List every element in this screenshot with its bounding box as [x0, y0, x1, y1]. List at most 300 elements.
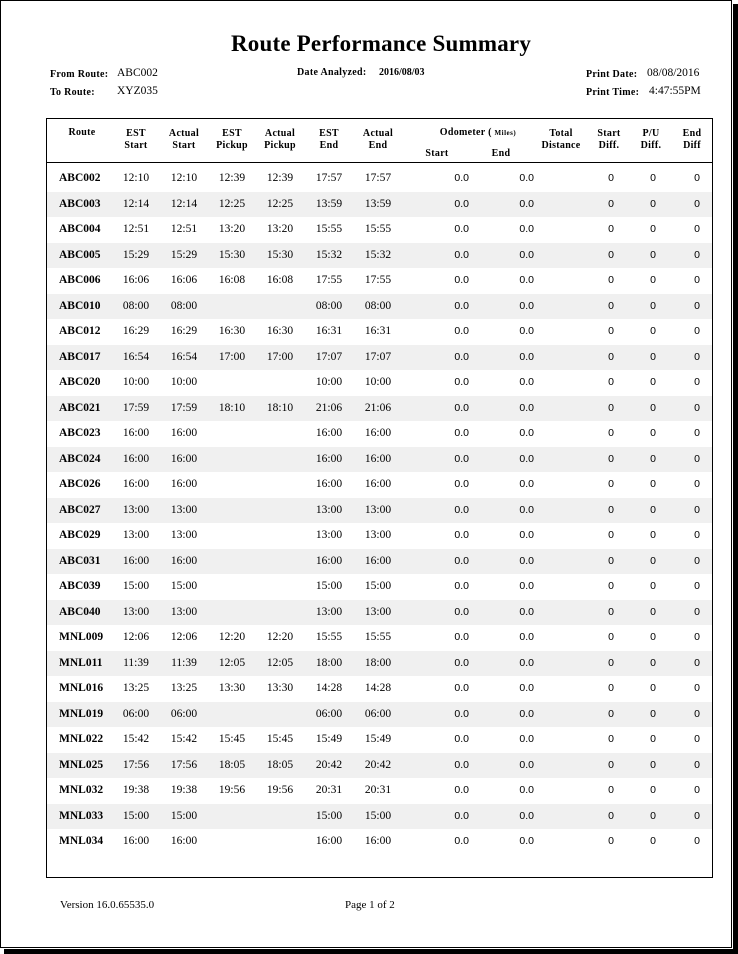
pu-diff: 0 [650, 401, 656, 414]
end-diff: 0 [694, 197, 700, 210]
est-end: 08:00 [315, 299, 343, 312]
header-odometer-start: Start [425, 148, 449, 159]
est-start: 12:06 [122, 631, 150, 643]
actual-start: 16:00 [170, 554, 198, 567]
est-end: 15:49 [315, 733, 343, 745]
est-start: 13:00 [122, 529, 150, 541]
est-end: 17:57 [315, 172, 343, 184]
end-diff: 0 [694, 376, 700, 388]
est-pickup: 19:56 [218, 784, 246, 796]
est-end: 15:00 [315, 580, 343, 592]
start-diff: 0 [608, 274, 614, 286]
actual-end: 08:00 [364, 299, 392, 312]
odometer-end: 0.0 [519, 835, 534, 847]
route-id: ABC012 [59, 325, 101, 337]
odometer-end: 0.0 [519, 707, 534, 720]
actual-start: 16:29 [170, 325, 198, 337]
actual-pickup: 12:20 [266, 631, 294, 643]
actual-end: 15:00 [364, 580, 392, 592]
end-diff: 0 [694, 299, 700, 312]
odometer-end: 0.0 [519, 682, 534, 694]
header-actual-start: Actual Start [168, 128, 200, 151]
to-route-label: To Route: [50, 87, 95, 98]
actual-pickup: 16:08 [266, 274, 294, 286]
route-id: MNL009 [59, 631, 104, 643]
table-row [47, 523, 712, 549]
odometer-end: 0.0 [519, 427, 534, 439]
start-diff: 0 [608, 325, 614, 337]
actual-end: 20:31 [364, 784, 392, 796]
actual-start: 08:00 [170, 299, 198, 312]
actual-pickup: 18:05 [266, 758, 294, 771]
odometer-start: 0.0 [454, 682, 469, 694]
pu-diff: 0 [650, 274, 656, 286]
route-id: ABC010 [59, 299, 101, 312]
odometer-end: 0.0 [519, 554, 534, 567]
page-shadow-right [733, 4, 738, 954]
est-pickup: 18:10 [218, 401, 246, 414]
odometer-end: 0.0 [519, 580, 534, 592]
pu-diff: 0 [650, 172, 656, 184]
est-start: 11:39 [123, 656, 149, 669]
from-route-label: From Route: [50, 69, 109, 80]
route-id: MNL022 [59, 733, 104, 745]
pu-diff: 0 [650, 682, 656, 694]
route-id: MNL019 [59, 707, 104, 720]
actual-pickup: 15:45 [266, 733, 294, 745]
table-row [47, 294, 712, 320]
actual-end: 16:00 [364, 478, 392, 490]
odometer-end: 0.0 [519, 478, 534, 490]
est-start: 17:59 [122, 401, 150, 414]
start-diff: 0 [608, 631, 614, 643]
actual-pickup: 13:30 [266, 682, 294, 694]
actual-end: 15:49 [364, 733, 392, 745]
est-start: 06:00 [122, 707, 150, 720]
actual-start: 15:42 [170, 733, 198, 745]
odometer-end: 0.0 [519, 784, 534, 796]
actual-pickup: 12:05 [266, 656, 294, 669]
pu-diff: 0 [650, 835, 656, 847]
pu-diff: 0 [650, 478, 656, 490]
start-diff: 0 [608, 401, 614, 414]
actual-start: 11:39 [171, 656, 197, 669]
pu-diff: 0 [650, 248, 656, 261]
route-id: ABC021 [59, 401, 101, 414]
est-end: 10:00 [315, 376, 343, 388]
start-diff: 0 [608, 605, 614, 618]
actual-start: 15:29 [170, 248, 198, 261]
est-end: 13:00 [315, 605, 343, 618]
header-total-distance: Total Distance [541, 128, 581, 151]
page-shadow-bottom [4, 949, 738, 954]
to-route-value: XYZ035 [117, 85, 158, 97]
table-row [47, 600, 712, 626]
route-id: ABC017 [59, 350, 101, 363]
header-est-start: EST Start [124, 128, 148, 151]
end-diff: 0 [694, 401, 700, 414]
end-diff: 0 [694, 707, 700, 720]
actual-start: 16:00 [170, 427, 198, 439]
report-title: Route Performance Summary [230, 31, 532, 56]
est-start: 16:00 [122, 478, 150, 490]
route-id: MNL032 [59, 784, 104, 796]
pu-diff: 0 [650, 529, 656, 541]
start-diff: 0 [608, 707, 614, 720]
odometer-end: 0.0 [519, 809, 534, 822]
end-diff: 0 [694, 784, 700, 796]
date-analyzed-value: 2016/08/03 [379, 67, 425, 78]
odometer-end: 0.0 [519, 274, 534, 286]
header-pu-diff: P/U Diff. [640, 128, 662, 151]
odometer-start: 0.0 [454, 376, 469, 388]
start-diff: 0 [608, 758, 614, 771]
actual-start: 16:00 [170, 835, 198, 847]
pu-diff: 0 [650, 299, 656, 312]
actual-end: 17:57 [364, 172, 392, 184]
table-row [47, 753, 712, 779]
est-start: 10:00 [122, 376, 150, 388]
end-diff: 0 [694, 172, 700, 184]
start-diff: 0 [608, 478, 614, 490]
route-id: ABC005 [59, 248, 101, 261]
header-start-diff: Start Diff. [597, 128, 621, 151]
table-row [47, 702, 712, 728]
page-number: Page 1 of 2 [345, 899, 395, 911]
actual-start: 15:00 [170, 809, 198, 822]
actual-end: 16:00 [364, 427, 392, 439]
odometer-start: 0.0 [454, 835, 469, 847]
odometer-start: 0.0 [454, 758, 469, 771]
date-analyzed-label: Date Analyzed: [297, 67, 367, 78]
start-diff: 0 [608, 809, 614, 822]
table-row [47, 319, 712, 345]
actual-end: 14:28 [364, 682, 392, 694]
est-pickup: 13:30 [218, 682, 246, 694]
route-id: ABC024 [59, 452, 101, 465]
start-diff: 0 [608, 452, 614, 465]
route-id: ABC031 [59, 554, 101, 567]
end-diff: 0 [694, 350, 700, 363]
odometer-start: 0.0 [454, 784, 469, 796]
route-id: ABC006 [59, 274, 101, 286]
actual-end: 21:06 [364, 401, 392, 414]
pu-diff: 0 [650, 197, 656, 210]
route-id: ABC023 [59, 427, 101, 439]
est-start: 13:00 [122, 503, 150, 516]
est-start: 15:29 [122, 248, 150, 261]
end-diff: 0 [694, 325, 700, 337]
actual-end: 13:00 [364, 503, 392, 516]
pu-diff: 0 [650, 503, 656, 516]
print-time-value: 4:47:55PM [649, 85, 701, 97]
est-start: 15:00 [122, 580, 150, 592]
version-text: Version 16.0.65535.0 [60, 899, 155, 911]
actual-pickup: 15:30 [266, 248, 294, 261]
odometer-start: 0.0 [454, 350, 469, 363]
est-start: 08:00 [122, 299, 150, 312]
est-start: 16:00 [122, 835, 150, 847]
est-start: 16:00 [122, 554, 150, 567]
odometer-end: 0.0 [519, 529, 534, 541]
actual-end: 13:59 [364, 197, 392, 210]
odometer-start: 0.0 [454, 452, 469, 465]
odometer-start: 0.0 [454, 274, 469, 286]
actual-pickup: 12:39 [266, 172, 294, 184]
table-row [47, 625, 712, 651]
odometer-start: 0.0 [454, 223, 469, 235]
end-diff: 0 [694, 605, 700, 618]
actual-pickup: 12:25 [266, 197, 294, 210]
start-diff: 0 [608, 248, 614, 261]
odometer-start: 0.0 [454, 248, 469, 261]
est-start: 16:00 [122, 452, 150, 465]
est-end: 16:00 [315, 835, 343, 847]
pu-diff: 0 [650, 554, 656, 567]
pu-diff: 0 [650, 784, 656, 796]
est-end: 13:00 [315, 503, 343, 516]
route-id: MNL011 [59, 656, 103, 669]
table-row [47, 447, 712, 473]
est-end: 21:06 [315, 401, 343, 414]
pu-diff: 0 [650, 223, 656, 235]
est-start: 16:00 [122, 427, 150, 439]
header-end-diff: End Diff [682, 128, 702, 151]
est-end: 15:55 [315, 631, 343, 643]
odometer-start: 0.0 [454, 580, 469, 592]
end-diff: 0 [694, 809, 700, 822]
odometer-start: 0.0 [454, 733, 469, 745]
start-diff: 0 [608, 376, 614, 388]
actual-start: 16:54 [170, 350, 198, 363]
pu-diff: 0 [650, 605, 656, 618]
actual-pickup: 16:30 [266, 325, 294, 337]
est-end: 13:59 [315, 197, 343, 210]
est-start: 13:00 [122, 605, 150, 618]
print-date-value: 08/08/2016 [647, 67, 700, 79]
end-diff: 0 [694, 682, 700, 694]
table-row [47, 676, 712, 702]
est-start: 16:29 [122, 325, 150, 337]
header-est-end: EST End [319, 128, 339, 151]
odometer-end: 0.0 [519, 223, 534, 235]
actual-end: 10:00 [364, 376, 392, 388]
route-id: ABC027 [59, 503, 101, 516]
end-diff: 0 [694, 529, 700, 541]
odometer-end: 0.0 [519, 325, 534, 337]
est-end: 17:07 [315, 350, 343, 363]
end-diff: 0 [694, 758, 700, 771]
est-start: 12:51 [122, 223, 150, 235]
actual-start: 17:59 [170, 401, 198, 414]
odometer-end: 0.0 [519, 503, 534, 516]
odometer-start: 0.0 [454, 197, 469, 210]
est-start: 12:14 [122, 197, 150, 210]
actual-end: 15:55 [364, 223, 392, 235]
route-id: ABC029 [59, 529, 101, 541]
actual-start: 13:00 [170, 605, 198, 618]
est-start: 16:06 [122, 274, 150, 286]
table-row [47, 472, 712, 498]
actual-start: 16:00 [170, 478, 198, 490]
start-diff: 0 [608, 503, 614, 516]
start-diff: 0 [608, 580, 614, 592]
odometer-start: 0.0 [454, 554, 469, 567]
actual-end: 13:00 [364, 529, 392, 541]
est-start: 12:10 [122, 172, 150, 184]
est-end: 14:28 [315, 682, 343, 694]
est-start: 19:38 [122, 784, 150, 796]
start-diff: 0 [608, 529, 614, 541]
odometer-end: 0.0 [519, 299, 534, 312]
actual-end: 20:42 [364, 758, 392, 771]
pu-diff: 0 [650, 707, 656, 720]
odometer-start: 0.0 [454, 656, 469, 669]
est-pickup: 12:20 [218, 631, 246, 643]
end-diff: 0 [694, 223, 700, 235]
actual-start: 19:38 [170, 784, 198, 796]
table-row [47, 268, 712, 294]
route-id: ABC040 [59, 605, 101, 618]
odometer-start: 0.0 [454, 299, 469, 312]
end-diff: 0 [694, 478, 700, 490]
start-diff: 0 [608, 172, 614, 184]
route-id: MNL033 [59, 809, 104, 822]
actual-end: 17:07 [364, 350, 392, 363]
end-diff: 0 [694, 503, 700, 516]
actual-start: 13:25 [170, 682, 198, 694]
odometer-end: 0.0 [519, 401, 534, 414]
start-diff: 0 [608, 656, 614, 669]
actual-start: 13:00 [170, 529, 198, 541]
end-diff: 0 [694, 554, 700, 567]
start-diff: 0 [608, 197, 614, 210]
odometer-start: 0.0 [454, 325, 469, 337]
actual-start: 16:00 [170, 452, 198, 465]
start-diff: 0 [608, 835, 614, 847]
route-id: ABC026 [59, 478, 101, 490]
table-row [47, 166, 712, 192]
actual-start: 17:56 [170, 758, 198, 771]
end-diff: 0 [694, 427, 700, 439]
start-diff: 0 [608, 733, 614, 745]
start-diff: 0 [608, 350, 614, 363]
actual-start: 13:00 [170, 503, 198, 516]
table-row [47, 651, 712, 677]
est-end: 16:00 [315, 554, 343, 567]
odometer-end: 0.0 [519, 172, 534, 184]
pu-diff: 0 [650, 325, 656, 337]
est-start: 16:54 [122, 350, 150, 363]
header-odometer: Odometer ( Miles) [439, 127, 517, 138]
table-row [47, 549, 712, 575]
table-row [47, 370, 712, 396]
est-end: 15:00 [315, 809, 343, 822]
route-id: ABC002 [59, 172, 101, 184]
est-end: 16:31 [315, 325, 343, 337]
end-diff: 0 [694, 835, 700, 847]
odometer-end: 0.0 [519, 452, 534, 465]
actual-end: 15:55 [364, 631, 392, 643]
odometer-start: 0.0 [454, 478, 469, 490]
est-start: 13:25 [122, 682, 150, 694]
actual-start: 16:06 [170, 274, 198, 286]
header-est-pickup: EST Pickup [216, 128, 248, 151]
est-end: 15:32 [315, 248, 343, 261]
odometer-start: 0.0 [454, 707, 469, 720]
est-end: 16:00 [315, 427, 343, 439]
actual-start: 10:00 [170, 376, 198, 388]
table-row [47, 243, 712, 269]
pu-diff: 0 [650, 350, 656, 363]
odometer-end: 0.0 [519, 197, 534, 210]
pu-diff: 0 [650, 580, 656, 592]
actual-end: 13:00 [364, 605, 392, 618]
pu-diff: 0 [650, 733, 656, 745]
start-diff: 0 [608, 299, 614, 312]
est-end: 20:31 [315, 784, 343, 796]
est-pickup: 12:05 [218, 656, 246, 669]
table-row [47, 192, 712, 218]
est-pickup: 18:05 [218, 758, 246, 771]
odometer-start: 0.0 [454, 427, 469, 439]
odometer-start: 0.0 [454, 605, 469, 618]
route-id: ABC003 [59, 197, 101, 210]
actual-end: 06:00 [364, 707, 392, 720]
est-pickup: 16:30 [218, 325, 246, 337]
route-id: MNL016 [59, 682, 104, 694]
table-row [47, 421, 712, 447]
table-row [47, 396, 712, 422]
actual-start: 12:14 [170, 197, 198, 210]
odometer-start: 0.0 [454, 631, 469, 643]
table-row [47, 727, 712, 753]
header-actual-pickup: Actual Pickup [264, 128, 296, 151]
odometer-end: 0.0 [519, 631, 534, 643]
actual-end: 15:00 [364, 809, 392, 822]
print-time-label: Print Time: [586, 87, 640, 98]
end-diff: 0 [694, 248, 700, 261]
est-pickup: 13:20 [218, 223, 246, 235]
pu-diff: 0 [650, 452, 656, 465]
table-row [47, 345, 712, 371]
header-odometer-end: End [491, 148, 511, 159]
start-diff: 0 [608, 223, 614, 235]
print-date-label: Print Date: [586, 69, 638, 80]
pu-diff: 0 [650, 376, 656, 388]
start-diff: 0 [608, 554, 614, 567]
end-diff: 0 [694, 452, 700, 465]
pu-diff: 0 [650, 656, 656, 669]
odometer-end: 0.0 [519, 605, 534, 618]
actual-end: 17:55 [364, 274, 392, 286]
pu-diff: 0 [650, 758, 656, 771]
route-performance-table [46, 118, 713, 878]
actual-pickup: 19:56 [266, 784, 294, 796]
table-row [47, 574, 712, 600]
route-id: ABC004 [59, 223, 101, 235]
est-end: 17:55 [315, 274, 343, 286]
table-row [47, 829, 712, 855]
actual-pickup: 17:00 [266, 350, 294, 363]
route-id: ABC039 [59, 580, 101, 592]
start-diff: 0 [608, 784, 614, 796]
actual-end: 18:00 [364, 656, 392, 669]
odometer-start: 0.0 [454, 172, 469, 184]
table-row [47, 217, 712, 243]
odometer-start: 0.0 [454, 529, 469, 541]
odometer-end: 0.0 [519, 758, 534, 771]
